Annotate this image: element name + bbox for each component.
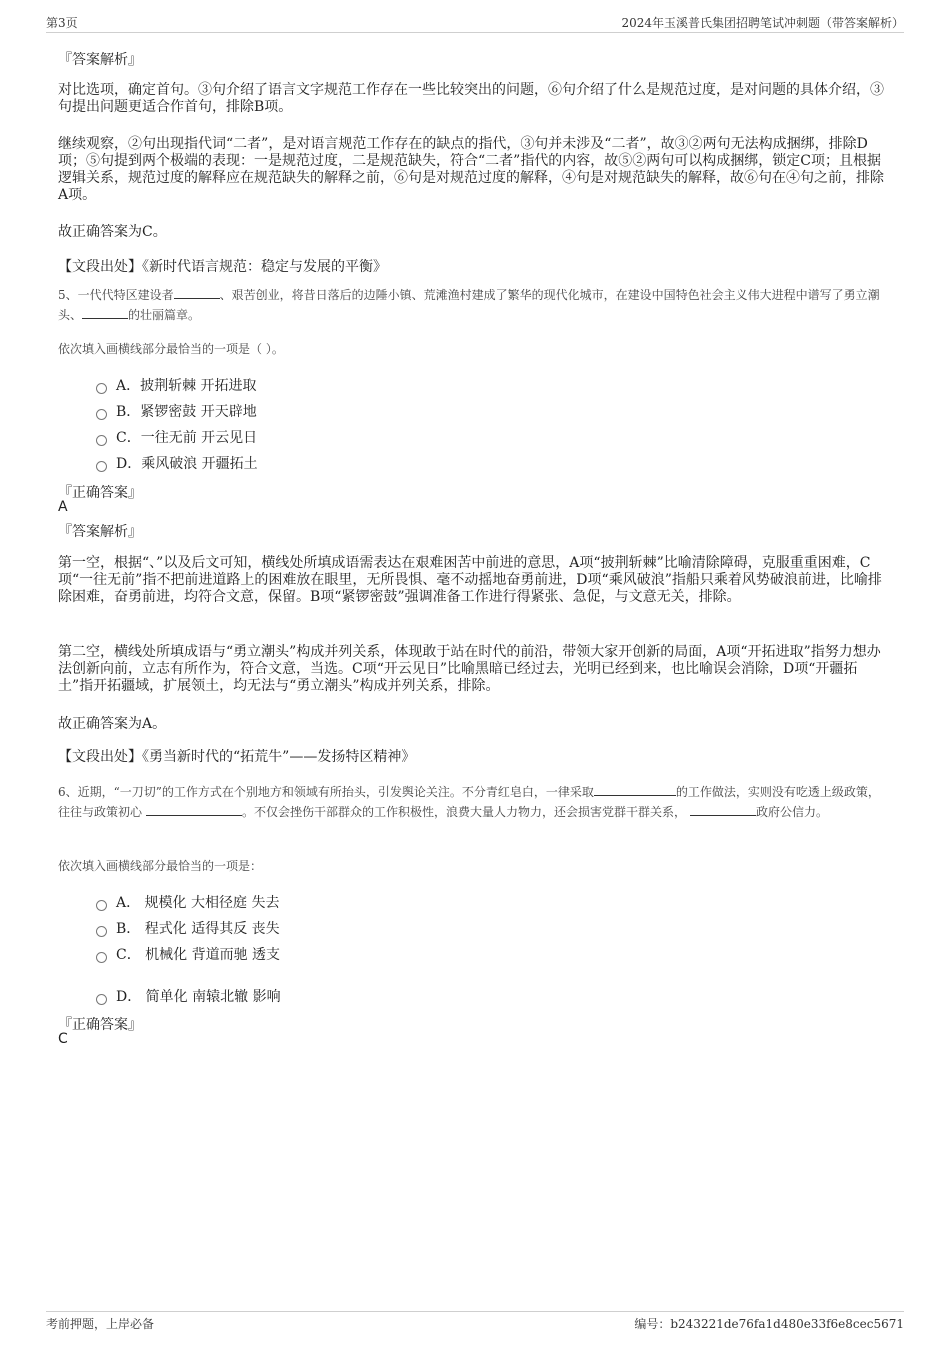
- radio-icon[interactable]: [96, 383, 107, 394]
- option-label: D． 简单化 南辕北辙 影响: [116, 989, 281, 1005]
- radio-icon[interactable]: [96, 900, 107, 911]
- option-label: B． 程式化 适得其反 丧失: [116, 921, 280, 937]
- option-label: C．一往无前 开云见日: [116, 430, 258, 446]
- question-text: 的壮丽篇章。: [128, 308, 201, 322]
- document-code: 编号：b243221de76fa1d480e33f6e8cec5671: [634, 1317, 904, 1331]
- option-label: B．紧锣密鼓 开天辟地: [116, 404, 257, 420]
- option-d[interactable]: [96, 453, 258, 473]
- correct-answer-heading: 『正确答案』: [58, 1017, 142, 1033]
- option-b[interactable]: [96, 918, 280, 938]
- correct-answer-value: C: [58, 1031, 68, 1047]
- option-b[interactable]: [96, 401, 257, 421]
- question-instruction: 依次填入画横线部分最恰当的一项是（ ）。: [58, 342, 284, 356]
- question-6-stem: [58, 782, 888, 822]
- radio-icon[interactable]: [96, 435, 107, 446]
- radio-icon[interactable]: [96, 994, 107, 1005]
- document-title: 2024年玉溪普氏集团招聘笔试冲刺题（带答案解析）: [621, 16, 904, 30]
- option-label: A．披荆斩棘 开拓进取: [116, 378, 257, 394]
- question-instruction: 依次填入画横线部分最恰当的一项是：: [58, 859, 263, 873]
- option-c[interactable]: [96, 427, 257, 447]
- question-text: 5、一代代特区建设者: [58, 288, 174, 302]
- analysis-paragraph: 继续观察，②句出现指代词“二者”，是对语言规范工作存在的缺点的指代，③句并未涉及“二者”，故③②两句无法构成捆绑，排除D项；⑤句提到两个极端的表现：一是规范过度，二是规范缺失，符合“二者”指代的内容，故⑤②两句可以构成捆绑，锁定C项；且根据逻辑关系，规范过度的解释应在规范缺失的解释之前，⑥句是对规范过度的解释，④句是对规范缺失的解释，故⑥句在④句之前，排除A项。: [58, 136, 884, 203]
- radio-icon[interactable]: [96, 926, 107, 937]
- analysis-heading: 『答案解析』: [58, 52, 142, 68]
- analysis-paragraph: 第一空，根据“、”以及后文可知，横线处所填成语需表达在艰难困苦中前进的意思，A项“披荆斩棘”比喻清除障碍，克服重重困难，C项“一往无前”指不把前进道路上的困难放在眼里，无所畏惧、毫不动摇地奋勇前进，D项“乘风破浪”指船只乘着风势破浪前进，比喻排除困难，奋勇前进，均符合文意，保留。B项“紧锣密鼓”强调准备工作进行得紧张、急促，与文意无关，排除。: [58, 555, 882, 605]
- analysis-paragraph: 对比选项，确定首句。③句介绍了语言文字规范工作存在一些比较突出的问题，⑥句介绍了什么是规范过度，是对问题的具体介绍，③句提出问题更适合作首句，排除B项。: [58, 82, 884, 115]
- correct-answer-value: A: [58, 499, 68, 515]
- source-citation: 【文段出处】《新时代语言规范：稳定与发展的平衡》: [58, 259, 387, 275]
- question-5-stem: [58, 285, 888, 325]
- option-d[interactable]: [96, 986, 281, 1006]
- answer-blank: [82, 306, 128, 319]
- analysis-heading: 『答案解析』: [58, 524, 142, 540]
- option-c[interactable]: [96, 944, 280, 964]
- analysis-paragraph: 第二空，横线处所填成语与“勇立潮头”构成并列关系，体现敢于站在时代的前沿，带领大家开创新的局面，A项“开拓进取”指努力想办法创新向前，立志有所作为，符合文意，当选。C项“开云见日”比喻黑暗已经过去，光明已经到来，也比喻误会消除，D项“开疆拓土”指开拓疆域，扩展领土，均无法与“勇立潮头”构成并列关系，排除。: [58, 644, 881, 694]
- page-number: 第3页: [46, 16, 78, 30]
- answer-blank: [174, 286, 220, 299]
- radio-icon[interactable]: [96, 461, 107, 472]
- correct-answer-heading: 『正确答案』: [58, 485, 142, 501]
- page-footer: [46, 1311, 904, 1334]
- answer-conclusion: 故正确答案为C。: [58, 224, 167, 240]
- source-citation: 【文段出处】《勇当新时代的“拓荒牛”——发扬特区精神》: [58, 749, 416, 765]
- option-a[interactable]: [96, 375, 257, 395]
- answer-blank: [594, 783, 676, 796]
- question-text: 的工作做法，实则没有吃透上级政策，往往与政策初心: [58, 785, 880, 819]
- answer-conclusion: 故正确答案为A。: [58, 716, 167, 732]
- question-text: 6、近期，“一刀切”的工作方式在个别地方和领域有所抬头，引发舆论关注。不分青红皂白，一律采取: [58, 785, 594, 799]
- page-header: [46, 14, 904, 33]
- option-label: C． 机械化 背道而驰 透支: [116, 947, 281, 963]
- answer-blank: [146, 803, 242, 816]
- question-text: 、艰苦创业，将昔日落后的边陲小镇、荒滩渔村建成了繁华的现代化城市，在建设中国特色社会主义伟大进程中谱写了勇立潮头、: [58, 288, 880, 322]
- footer-slogan: 考前押题，上岸必备: [46, 1317, 155, 1331]
- option-label: D．乘风破浪 开疆拓土: [116, 456, 258, 472]
- option-label: A． 规模化 大相径庭 失去: [116, 895, 280, 911]
- question-text: 政府公信力。: [756, 805, 829, 819]
- option-a[interactable]: [96, 892, 279, 912]
- radio-icon[interactable]: [96, 409, 107, 420]
- answer-blank: [690, 803, 756, 816]
- question-text: 。不仅会挫伤干部群众的工作积极性，浪费大量人力物力，还会损害党群干群关系，: [242, 805, 687, 819]
- radio-icon[interactable]: [96, 952, 107, 963]
